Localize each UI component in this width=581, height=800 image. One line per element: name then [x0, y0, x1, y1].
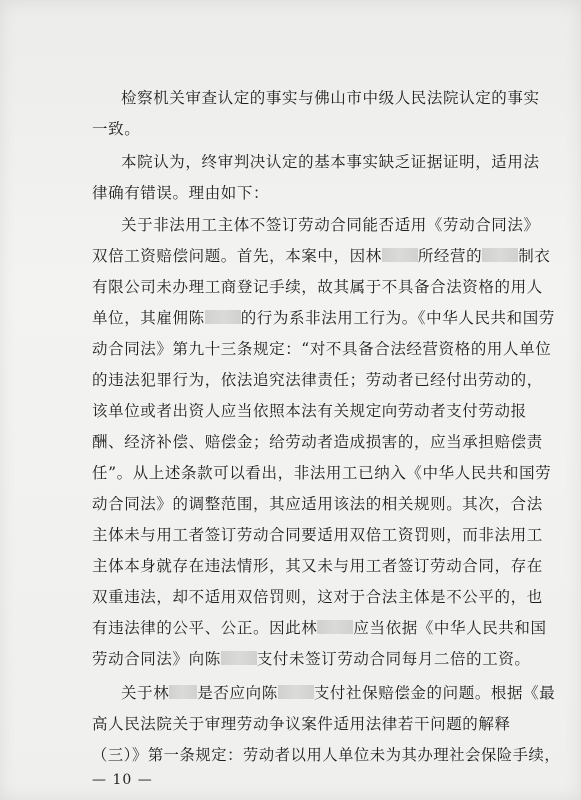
text-line: 有限公司未办理工商登记手续，故其属于不具备合法资格的用人	[92, 278, 543, 296]
text-line: 检察机关审查认定的事实与佛山市中级人民法院认定的事实	[121, 89, 540, 107]
text-line: 劳动合同法》向陈 支付未签订劳动合同每月二倍的工资。	[92, 650, 531, 668]
text-line: 任”。从上述条款可以看出，非法用工已纳入《中华人民共和国劳	[92, 464, 552, 482]
text-line: 关于林 是否应向陈 支付社保赔偿金的问题。根据《最	[121, 684, 556, 702]
redaction-mark	[482, 248, 518, 262]
text-line: 高人民法院关于审理劳动争议案件适用法律若干问题的解释	[92, 715, 511, 733]
text-line: 有违法律的公平、公正。因此林 应当依据《中华人民共和国	[92, 619, 547, 637]
text-line: 双重违法，却不适用双倍罚则，这对于合法主体是不公平的，也	[92, 588, 543, 606]
text-line: 双倍工资赔偿问题。首先，本案中，因林 所经营的 制衣	[92, 247, 551, 265]
text-line: 单位，其雇佣陈 的行为系非法用工行为。《中华人民共和国劳	[92, 309, 555, 327]
text-line: 一致。	[92, 120, 141, 138]
redaction-mark	[317, 620, 353, 634]
redaction-mark	[221, 651, 257, 665]
text-line: 主体未与用工者签订劳动合同要适用双倍工资罚则，而非法用工	[92, 526, 543, 544]
text-line: 酬、经济补偿、赔偿金；给劳动者造成损害的，应当承担赔偿责	[92, 433, 543, 451]
page-number: — 10 —	[92, 772, 153, 788]
text-line: 的违法犯罪行为，依法追究法律责任；劳动者已经付出劳动的，	[92, 371, 543, 389]
text-line: 动合同法》的调整范围，其应适用该法的相关规则。其次，合法	[92, 495, 543, 513]
text-line: 动合同法》第九十三条规定：“对不具备合法经营资格的用人单位	[92, 340, 552, 358]
text-line: 本院认为，终审判决认定的基本事实缺乏证据证明，适用法	[121, 153, 540, 171]
redaction-mark	[278, 685, 314, 699]
text-line: 律确有错误。理由如下：	[92, 184, 270, 202]
redaction-mark	[205, 310, 241, 324]
text-line: 该单位或者出资人应当依照本法有关规定向劳动者支付劳动报	[92, 402, 527, 420]
redaction-mark	[382, 248, 418, 262]
text-line: 关于非法用工主体不签订劳动合同能否适用《劳动合同法》	[121, 216, 540, 234]
text-line: （三）》第一条规定：劳动者以用人单位未为其办理社会保险手续，	[92, 746, 561, 764]
text-line: 主体本身就存在违法情形，其又未与用工者签订劳动合同，存在	[92, 557, 543, 575]
redaction-mark	[169, 685, 197, 699]
